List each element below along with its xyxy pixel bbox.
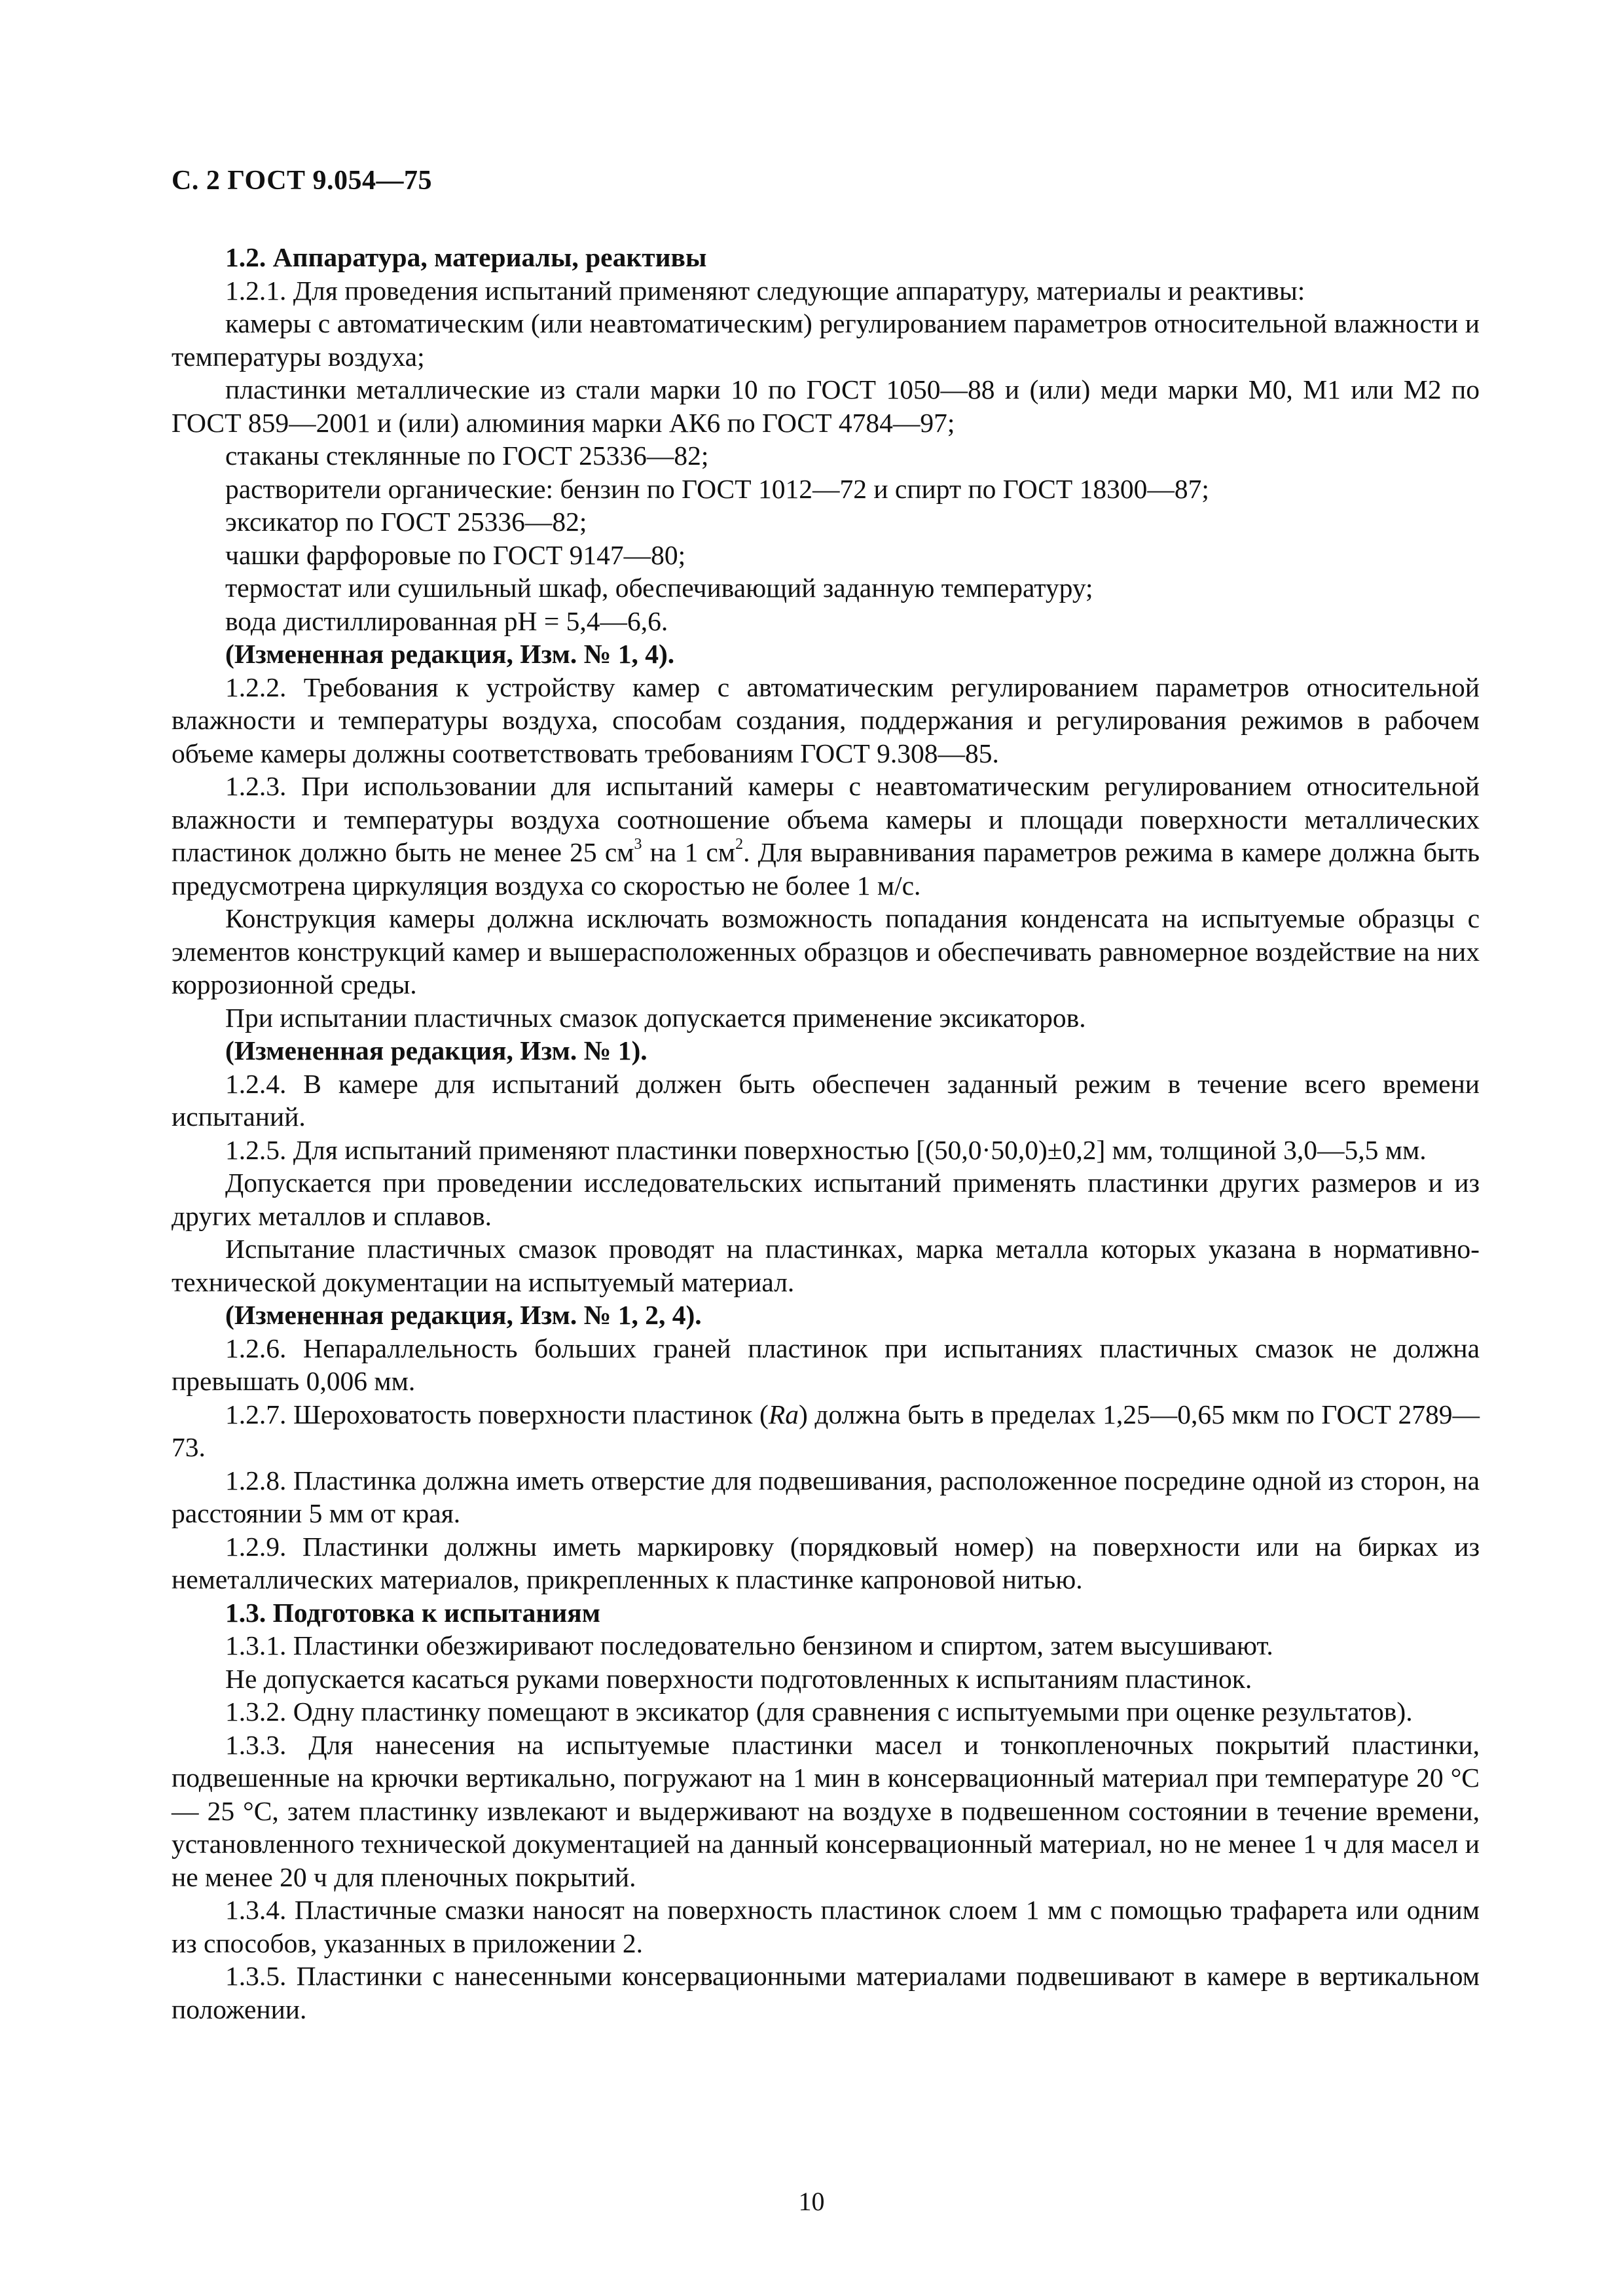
list-item: чашки фарфоровые по ГОСТ 9147—80; <box>225 539 686 570</box>
list-item: камеры с автоматическим (или неавтоматическим) регулированием параметров относительной влажности и температуры воздуха; <box>172 308 1480 372</box>
paragraph: 1.2.2. Требования к устройству камер с автоматическим регулированием параметров относительной влажности и температуры воздуха, способам создания, поддержания и регулирования режимов в рабочем объеме камеры должны соответствовать требованиям ГОСТ 9.308—85. <box>172 672 1480 768</box>
paragraph: Не допускается касаться руками поверхности подготовленных к испытаниям пластинок. <box>225 1663 1252 1694</box>
paragraph: 1.3.2. Одну пластинку помещают в эксикатор (для сравнения с испытуемыми при оценке результатов). <box>225 1696 1413 1727</box>
paragraph: 1.3.1. Пластинки обезжиривают последовательно бензином и спиртом, затем высушивают. <box>225 1630 1273 1660</box>
text-run: ) должна быть в пределах 1,25—0,65 мкм по ГОСТ 2789—73. <box>172 1399 1480 1462</box>
section-heading: 1.3. Подготовка к испытаниям <box>225 1597 600 1628</box>
text-run: 1.2.7. Шероховатость поверхности пластинок ( <box>225 1399 769 1429</box>
italic-symbol: Ra <box>768 1399 799 1429</box>
list-item: стаканы стеклянные по ГОСТ 25336—82; <box>225 440 709 471</box>
section-heading: 1.2. Аппаратура, материалы, реактивы <box>225 242 707 272</box>
paragraph: Допускается при проведении исследовательских испытаний применять пластинки других размеров и из других металлов и сплавов. <box>172 1168 1480 1231</box>
paragraph: 1.2.8. Пластинка должна иметь отверстие для подвешивания, расположенное посредине одной из сторон, на расстоянии 5 мм от края. <box>172 1465 1480 1528</box>
paragraph <box>172 770 1480 902</box>
list-item: растворители органические: бензин по ГОСТ 1012—72 и спирт по ГОСТ 18300—87; <box>225 473 1209 504</box>
revision-note: (Измененная редакция, Изм. № 1, 2, 4). <box>225 1300 702 1330</box>
revision-note: (Измененная редакция, Изм. № 1). <box>225 1035 647 1066</box>
text-run: на 1 см <box>642 837 736 867</box>
superscript: 3 <box>634 836 642 853</box>
paragraph: 1.3.4. Пластичные смазки наносят на поверхность пластинок слоем 1 мм с помощью трафарета или одним из способов, указанных в приложении 2. <box>172 1895 1480 1958</box>
text-run: 1.2.3. При использовании для испытаний камеры с неавтоматическим регулированием относительной влажности и температуры воздуха соотношение объема камеры и площади поверхности металлических пластинок должно быть не менее 25 см <box>172 771 1480 867</box>
revision-note: (Измененная редакция, Изм. № 1, 4). <box>225 639 675 669</box>
paragraph: Испытание пластичных смазок проводят на пластинках, марка металла которых указана в нормативно-технической документации на испытуемый материал. <box>172 1234 1480 1297</box>
paragraph: 1.3.5. Пластинки с нанесенными консервационными материалами подвешивают в камере в вертикальном положении. <box>172 1961 1480 2024</box>
paragraph: 1.2.5. Для испытаний применяют пластинки поверхностью [(50,0·50,0)±0,2] мм, толщиной 3,0—5,5 мм. <box>225 1134 1427 1165</box>
list-item: пластинки металлические из стали марки 10 по ГОСТ 1050—88 и (или) меди марки М0, М1 или М2 по ГОСТ 859—2001 и (или) алюминия марки АК6 по ГОСТ 4784—97; <box>172 374 1480 438</box>
list-item: вода дистиллированная рН = 5,4—6,6. <box>225 605 668 636</box>
paragraph: 1.2.1. Для проведения испытаний применяют следующие аппаратуру, материалы и реактивы: <box>225 275 1305 306</box>
paragraph: При испытании пластичных смазок допускается применение эксикаторов. <box>225 1002 1086 1033</box>
running-header: С. 2 ГОСТ 9.054—75 <box>172 166 433 196</box>
document-body <box>172 241 1480 2026</box>
paragraph: 1.3.3. Для нанесения на испытуемые пластинки масел и тонкопленочных покрытий пластинки, подвешенные на крючки вертикально, погружают на 1 мин в консервационный материал при температуре 20 °С — 25 °С, затем пластинку извлекают и выдерживают на воздухе в подвешенном состоянии в течение времени, установленного технической документацией на данный консервационный материал, но не менее 1 ч для масел и не менее 20 ч для пленочных покрытий. <box>172 1729 1480 1892</box>
paragraph: 1.2.4. В камере для испытаний должен быть обеспечен заданный режим в течение всего времени испытаний. <box>172 1068 1480 1132</box>
superscript: 2 <box>735 836 744 853</box>
text-run: . Для выравнивания параметров режима в камере должна быть предусмотрена циркуляция воздуха со скоростью не более 1 м/с. <box>172 837 1480 901</box>
list-item: эксикатор по ГОСТ 25336—82; <box>225 507 587 537</box>
paragraph: 1.2.9. Пластинки должны иметь маркировку (порядковый номер) на поверхности или на бирках из неметаллических материалов, прикрепленных к пластинке капроновой нитью. <box>172 1531 1480 1594</box>
paragraph: Конструкция камеры должна исключать возможность попадания конденсата на испытуемые образцы с элементов конструкций камер и вышерасположенных образцов и обеспечивать равномерное воздействие на них коррозионной среды. <box>172 903 1480 999</box>
paragraph <box>172 1398 1480 1464</box>
paragraph: 1.2.6. Непараллельность больших граней пластинок при испытаниях пластичных смазок не должна превышать 0,006 мм. <box>172 1333 1480 1396</box>
list-item: термостат или сушильный шкаф, обеспечивающий заданную температуру; <box>225 573 1093 603</box>
page-number: 10 <box>798 2187 825 2216</box>
